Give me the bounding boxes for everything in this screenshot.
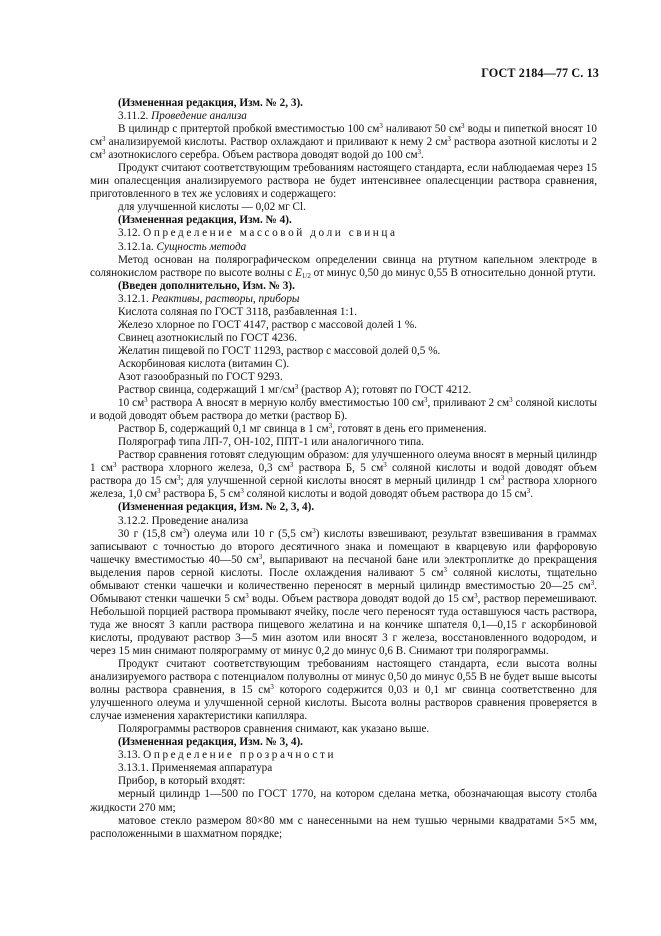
section-heading: 3.12.1а. Сущность метода [118, 240, 247, 253]
paragraph: Раствор Б, содержащий 0,1 мг свинца в 1 $см^3$, готовят в день его применения. [118, 422, 487, 436]
amendment-note: (Измененная редакция, Изм. № 2, 3). [118, 97, 303, 109]
paragraph: Прибор, в который входят: [118, 775, 246, 788]
section-label: Определение прозрачности [143, 749, 337, 762]
paragraph: Азот газообразный по ГОСТ 9293. [118, 370, 283, 383]
paragraph: Раствор свинца, содержащий 1 $мг/см^3$ (раствор А); готовят по ГОСТ 4212. [118, 383, 472, 397]
paragraph: В цилиндр с притертой пробкой вместимостью 100 $см^3$ наливают 50 $см^3$ воды и пипеткой вносят 10 $см^3$ анализируемой кислоты. Раствор охлаждают и приливают к нему 2 $см^3$ раствора азотной кислоты и 2 $см^3$ азотнокислого серебра. Объем раствора доводят водой до 100 $см^3$. [90, 122, 597, 162]
section-heading: 3.11.2. Проведение анализа [118, 110, 247, 123]
section-heading: 3.13. Определение прозрачности [118, 749, 337, 762]
section-label: Проведение анализа [151, 110, 247, 123]
section-heading: 3.12. Определение массовой доли свинца [118, 227, 398, 240]
section-label: Сущность метода [156, 240, 247, 253]
section-label: Реактивы, растворы, приборы [151, 292, 300, 305]
paragraph: Метод основан на полярографическом определении свинца на ртутном капельном электроде в солянокислом растворе по высоте волны с $E_{1/2}$ от минус 0,50 до минус 0,55 В относительно донной ртути. [90, 253, 597, 280]
paragraph: Кислота соляная по ГОСТ 3118, разбавленная 1:1. [118, 305, 357, 318]
section-label: Определение массовой доли свинца [143, 227, 398, 240]
amendment-note: (Измененная редакция, Изм. № 2, 3, 4). [118, 501, 315, 514]
paragraph: Желатин пищевой по ГОСТ 11293, раствор с массовой долей 0,5 %. [118, 344, 441, 357]
paragraph: Аскорбиновая кислота (витамин С). [118, 357, 290, 370]
document-body [90, 97, 597, 841]
paragraph: Железо хлорное по ГОСТ 4147, раствор с массовой долей 1 %. [118, 318, 417, 331]
paragraph: Продукт считают соответствующим требованиям настоящего стандарта, если высота волны анализируемого раствора с потенциалом полуволны от минус 0,50 до минус 0,55 В не будет выше высоты волны раствора сравнения, в 15 $см^3$ которого содержится 0,03 и 0,1 мг свинца соответственно для улучшенного олеума и улучшенной серной кислоты. Высота волны растворов сравнения проверяется в случае изменения характеристики капилляра. [90, 658, 597, 723]
amendment-note: (Введен дополнительно, Изм. № 3). [118, 279, 295, 292]
paragraph: матовое стекло размером 80×80 мм с нанесенными на нем тушью черными квадратами 5×5 мм, расположенными в шахматном порядке; [90, 814, 597, 840]
amendment-note: (Измененная редакция, Изм. № 3, 4). [118, 736, 303, 749]
paragraph: 30 г (15,8 $см^3$) олеума или 10 г (5,5 $см^3$) кислоты взвешивают, результат взвешивания в граммах записывают с точностью до второго десятичного знака и помещают в кварцевую или фарфоровую чашечку вместимостью 40—50 $см^3$, выпаривают на песчаной бане или электроплитке до прекращения выделения паров серной кислоты. После охлаждения наливают 5 $см^3$ соляной кислоты, тщательно обмывают стенки чашечки и количественно переносят в мерный цилиндр вместимостью 20—25 $см^3$. Обмывают стенки чашечки 5 $см^3$ воды. Объем раствора доводят водой до 15 $см^3$, раствор перемешивают. Небольшой порцией раствора промывают ячейку, после чего переносят туда оставшуюся часть раствора, туда же вносят 3 капли раствора пищевого желатина и на кончике шпателя 0,1—0,15 г аскорбиновой кислоты, продувают раствор 3—5 мин азотом или вносят 3 г железа, восстановленного водородом, и через 15 мин снимают полярограмму от минус 0,2 до минус 0,6 В. Снимают три полярограммы. [90, 526, 598, 657]
paragraph: Свинец азотнокислый по ГОСТ 4236. [118, 331, 298, 344]
paragraph: 3.12.2. Проведение анализа [118, 514, 249, 527]
page-header: ГОСТ 2184—77 С. 13 [481, 66, 599, 80]
paragraph: Продукт считают соответствующим требованиям настоящего стандарта, если наблюдаемая через 15 мин опалесценция анализируемого раствора не будет интенсивнее опалесценции раствора сравнения, приготовленного в тех же условиях и содержащего: [90, 162, 597, 201]
paragraph: Полярограф типа ЛП-7, ОН-102, ППТ-1 или аналогичного типа. [118, 436, 424, 449]
section-heading: 3.12.1. Реактивы, растворы, приборы [118, 292, 300, 305]
paragraph: Полярограммы растворов сравнения снимают, как указано выше. [118, 723, 430, 736]
amendment-note: (Измененная редакция, Изм. № 4). [118, 214, 292, 227]
paragraph: Раствор сравнения готовят следующим образом: для улучшенного олеума вносят в мерный цилиндр 1 $см^3$ раствора хлорного железа, 0,3 $см^3$ раствора Б, 5 $см^3$ соляной кислоты и водой доводят объем раствора до 15 $см^3$; для улучшенной серной кислоты вносят в мерный цилиндр 1 $см^3$ раствора хлорного железа, 1,0 $см^3$ раствора Б, 5 $см^3$ соляной кислоты и водой доводят объем раствора до 15 $см^3$. [90, 449, 597, 501]
paragraph: 3.13.1. Применяемая аппаратура [118, 762, 273, 775]
paragraph: 10 $см^3$ раствора А вносят в мерную колбу вместимостью 100 $см^3$, приливают 2 $см^3$ соляной кислоты и водой доводят объем раствора до метки (раствор Б). [90, 396, 598, 423]
paragraph: для улучшенной кислоты — 0,02 мг Cl. [118, 201, 306, 214]
paragraph: мерный цилиндр 1—500 по ГОСТ 1770, на котором сделана метка, обозначающая высоту столба жидкости 270 мм; [90, 788, 597, 814]
